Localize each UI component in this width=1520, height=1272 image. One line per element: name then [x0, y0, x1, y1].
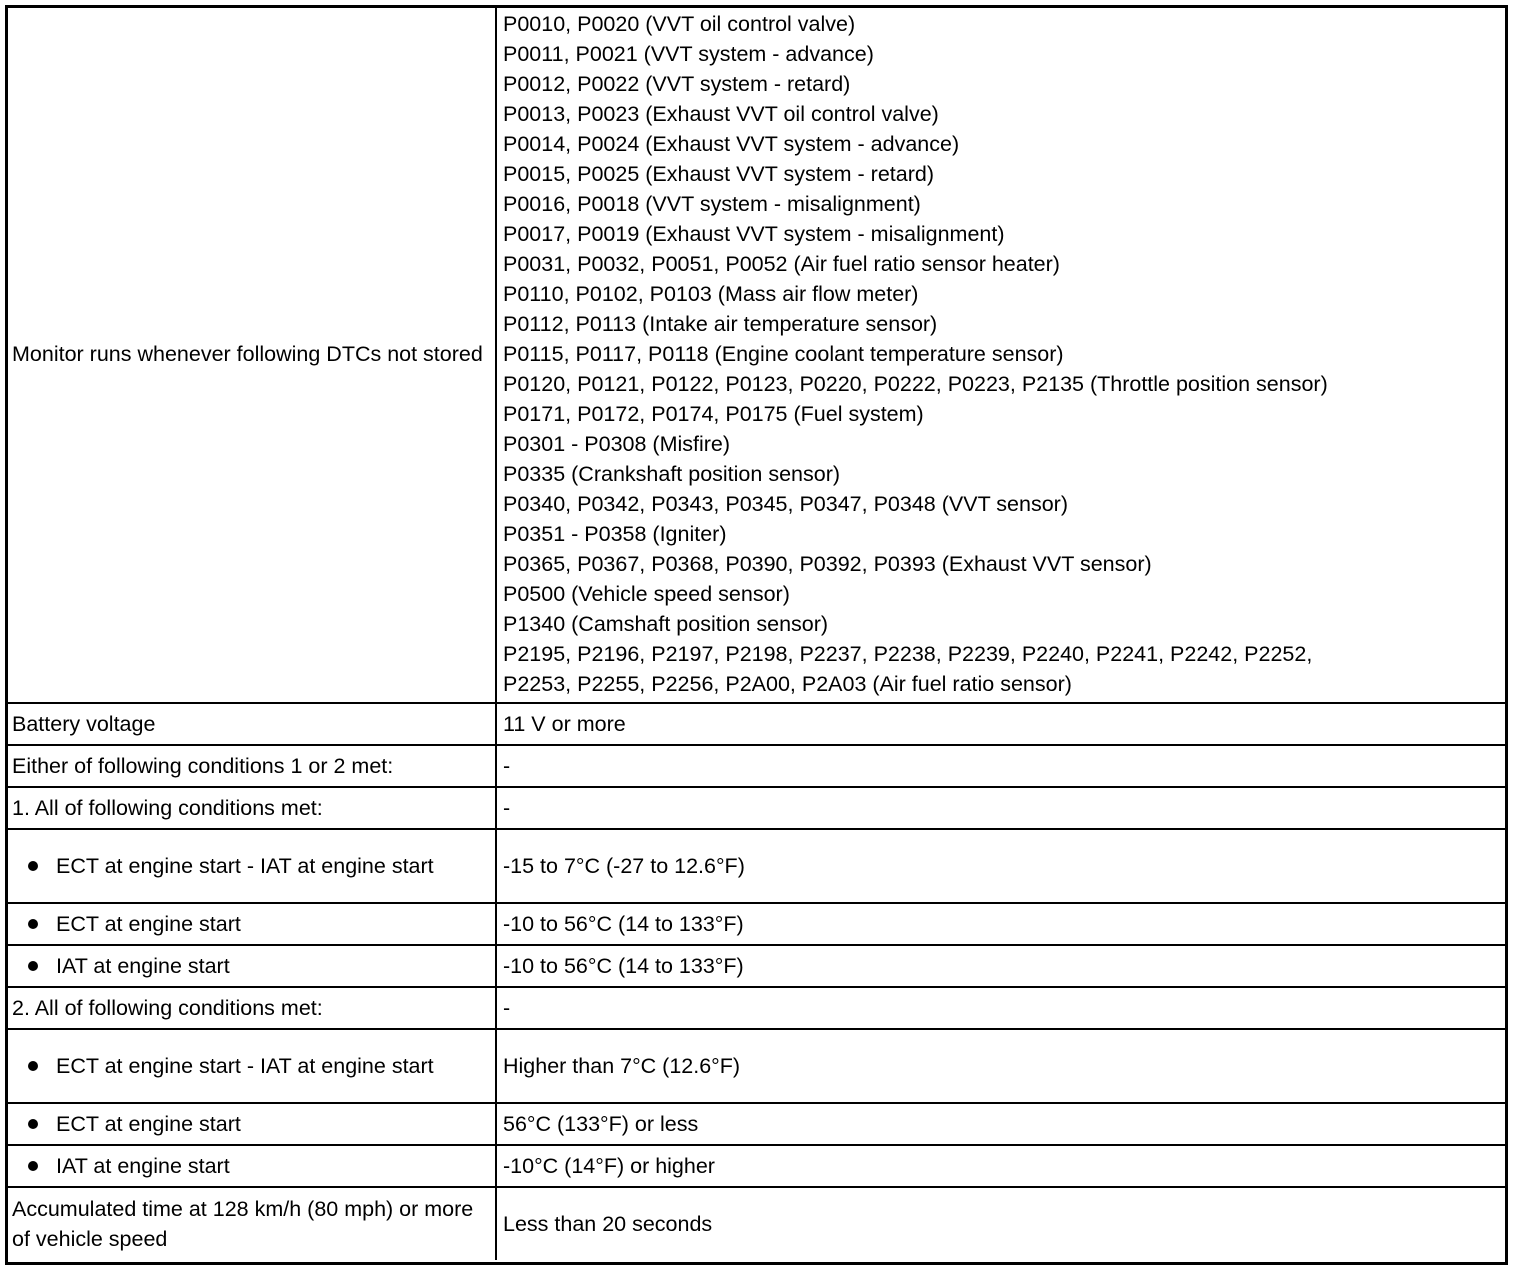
table-row — [6, 903, 1506, 945]
value-cell: - — [496, 987, 1506, 1029]
bullet-icon — [28, 1119, 38, 1129]
dtc-line: P2253, P2255, P2256, P2A00, P2A03 (Air fuel ratio sensor) — [503, 672, 1072, 696]
dtc-line: P0012, P0022 (VVT system - retard) — [503, 72, 851, 96]
value-cell: -15 to 7°C (-27 to 12.6°F) — [496, 829, 1506, 903]
condition-cell — [6, 1029, 496, 1103]
condition-text: IAT at engine start — [56, 1154, 230, 1178]
condition-cell: 2. All of following conditions met: — [6, 987, 496, 1029]
condition-cell: 1. All of following conditions met: — [6, 787, 496, 829]
dtc-line: P0017, P0019 (Exhaust VVT system - misalignment) — [503, 222, 1005, 246]
bullet-icon — [28, 861, 38, 871]
dtc-line: P1340 (Camshaft position sensor) — [503, 612, 829, 636]
dtc-list-cell — [496, 6, 1506, 703]
table-row — [6, 987, 1506, 1029]
table-row — [6, 1187, 1506, 1260]
table-row — [6, 1145, 1506, 1187]
dtc-line: P0365, P0367, P0368, P0390, P0392, P0393 (Exhaust VVT sensor) — [503, 552, 1152, 576]
dtc-line: P0016, P0018 (VVT system - misalignment) — [503, 192, 921, 216]
table-row — [6, 703, 1506, 745]
condition-text: IAT at engine start — [56, 954, 230, 978]
value-cell: -10 to 56°C (14 to 133°F) — [496, 903, 1506, 945]
dtc-line: P0014, P0024 (Exhaust VVT system - advance) — [503, 132, 960, 156]
table-row — [6, 945, 1506, 987]
dtc-line: P0335 (Crankshaft position sensor) — [503, 462, 841, 486]
condition-text: ECT at engine start — [56, 912, 241, 936]
condition-cell: Battery voltage — [6, 703, 496, 745]
condition-text: ECT at engine start — [56, 1112, 241, 1136]
value-cell: -10 to 56°C (14 to 133°F) — [496, 945, 1506, 987]
condition-cell — [6, 1103, 496, 1145]
dtc-line: P0340, P0342, P0343, P0345, P0347, P0348 (VVT sensor) — [503, 492, 1068, 516]
bullet-icon — [28, 961, 38, 971]
condition-text: ECT at engine start - IAT at engine start — [56, 1054, 434, 1078]
table-row — [6, 829, 1506, 903]
dtc-line: P0031, P0032, P0051, P0052 (Air fuel ratio sensor heater) — [503, 252, 1060, 276]
value-cell: Less than 20 seconds — [496, 1187, 1506, 1260]
dtc-line: P0351 - P0358 (Igniter) — [503, 522, 727, 546]
table-row — [6, 745, 1506, 787]
condition-cell — [6, 1145, 496, 1187]
value-cell: 56°C (133°F) or less — [496, 1103, 1506, 1145]
condition-cell — [6, 903, 496, 945]
condition-text: ECT at engine start - IAT at engine start — [56, 854, 434, 878]
condition-cell — [6, 829, 496, 903]
table-row — [6, 6, 1506, 703]
bullet-icon — [28, 1061, 38, 1071]
table-row — [6, 787, 1506, 829]
bullet-icon — [28, 919, 38, 929]
condition-cell: Monitor runs whenever following DTCs not stored — [6, 6, 496, 703]
condition-cell — [6, 945, 496, 987]
value-cell: - — [496, 787, 1506, 829]
dtc-line: P0301 - P0308 (Misfire) — [503, 432, 731, 456]
condition-cell: Accumulated time at 128 km/h (80 mph) or more of vehicle speed — [6, 1187, 496, 1260]
dtc-line: P0112, P0113 (Intake air temperature sensor) — [503, 312, 938, 336]
dtc-line: P0110, P0102, P0103 (Mass air flow meter) — [503, 282, 919, 306]
dtc-line: P0013, P0023 (Exhaust VVT oil control valve) — [503, 102, 939, 126]
conditions-table — [6, 6, 1506, 1260]
value-cell: 11 V or more — [496, 703, 1506, 745]
value-cell: Higher than 7°C (12.6°F) — [496, 1029, 1506, 1103]
dtc-line: P2195, P2196, P2197, P2198, P2237, P2238, P2239, P2240, P2241, P2242, P2252, — [503, 642, 1313, 666]
bullet-icon — [28, 1161, 38, 1171]
table-row — [6, 1029, 1506, 1103]
dtc-line: P0120, P0121, P0122, P0123, P0220, P0222, P0223, P2135 (Throttle position sensor) — [503, 372, 1328, 396]
dtc-line: P0011, P0021 (VVT system - advance) — [503, 42, 874, 66]
value-cell: -10°C (14°F) or higher — [496, 1145, 1506, 1187]
dtc-line: P0010, P0020 (VVT oil control valve) — [503, 12, 856, 36]
table-row — [6, 1103, 1506, 1145]
dtc-line: P0115, P0117, P0118 (Engine coolant temperature sensor) — [503, 342, 1064, 366]
dtc-line: P0171, P0172, P0174, P0175 (Fuel system) — [503, 402, 924, 426]
dtc-line: P0500 (Vehicle speed sensor) — [503, 582, 790, 606]
condition-cell: Either of following conditions 1 or 2 met: — [6, 745, 496, 787]
value-cell: - — [496, 745, 1506, 787]
dtc-line: P0015, P0025 (Exhaust VVT system - retard) — [503, 162, 934, 186]
